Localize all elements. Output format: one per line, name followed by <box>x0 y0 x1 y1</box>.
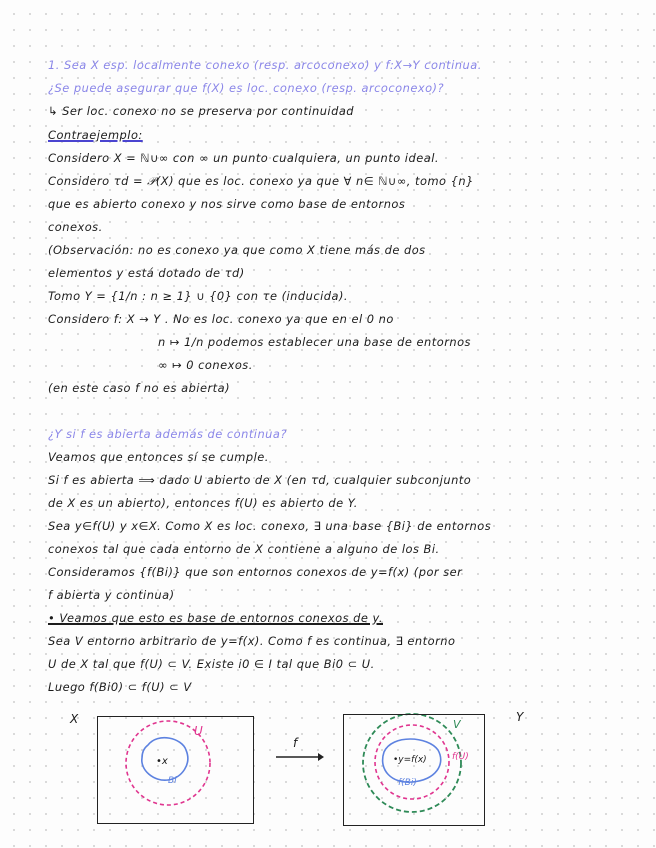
mapping-line: ∞ ↦ 0 conexos. <box>158 358 253 372</box>
question-1-line-1: 1. Sea X esp. localmente conexo (resp. arcoconexo) y f:X→Y continua. <box>48 58 482 72</box>
observation-line: elementos y está dotado de τd) <box>48 266 245 280</box>
space-x-label: X <box>70 712 79 726</box>
space-y-label: Y <box>516 710 524 724</box>
text-line: Sea V entorno arbitrario de y=f(x). Como f es continua, ∃ entorno <box>48 634 456 648</box>
bi-label: Bi <box>168 776 177 786</box>
text-line: Tomo Y = {1/n : n ≥ 1} ∪ {0} con τe (inducida). <box>48 289 349 303</box>
v-label: V <box>453 718 461 731</box>
text-line: Considero τd = 𝒫(X) que es loc. conexo ya que ∀ n∈ ℕ∪∞, tomo {n} <box>48 174 474 188</box>
text-line: que es abierto conexo y nos sirve como base de entornos <box>48 197 406 211</box>
text-line: Si f es abierta ⟹ dado U abierto de X (en τd, cualquier subconjunto <box>48 473 472 487</box>
bullet-line: • Veamos que esto es base de entornos conexos de y. <box>48 611 383 625</box>
text-line: Consideramos {f(Bi)} que son entornos conexos de y=f(x) (por ser <box>48 565 463 579</box>
arrowhead-icon <box>318 753 324 761</box>
text-line: Luego f(Bi0) ⊂ f(U) ⊂ V <box>48 680 192 694</box>
text-line: conexos. <box>48 220 103 234</box>
fu-label: f(U) <box>452 752 469 762</box>
text-line: conexos tal que cada entorno de X contiene a alguno de los Bi. <box>48 542 440 556</box>
fbi-label: f(Bi) <box>398 778 417 788</box>
answer-1: ↳ Ser loc. conexo no se preserva por continuidad <box>48 104 355 118</box>
text-line: U de X tal que f(U) ⊂ V. Existe i0 ∈ I tal que Bi0 ⊂ U. <box>48 657 375 671</box>
mapping-line: n ↦ 1/n podemos establecer una base de entornos <box>158 335 471 349</box>
text-line: de X es un abierto), entonces f(U) es abierto de Y. <box>48 496 358 510</box>
text-line: Veamos que entonces sí se cumple. <box>48 450 269 464</box>
y-point: •y=f(x) <box>393 755 427 765</box>
u-label: U <box>194 724 203 738</box>
space-y-box <box>343 714 485 826</box>
x-point: •x <box>156 756 168 767</box>
text-line: Considero X = ℕ∪∞ con ∞ un punto cualquiera, un punto ideal. <box>48 151 439 165</box>
text-line: Considero f: X → Y . No es loc. conexo ya que en el 0 no <box>48 312 394 326</box>
question-2: ¿Y si f es abierta además de continua? <box>48 427 287 441</box>
text-line: f abierta y continua) <box>48 588 175 602</box>
f-label: f <box>293 736 298 750</box>
question-1-line-2: ¿Se puede asegurar que f(X) es loc. conexo (resp. arcoconexo)? <box>48 81 445 95</box>
text-line: Sea y∈f(U) y x∈X. Como X es loc. conexo, ∃ una base {Bi} de entornos <box>48 519 492 533</box>
text-line: (en este caso f no es abierta) <box>48 381 231 395</box>
observation-line: (Observación: no es conexo ya que como X tiene más de dos <box>48 243 426 257</box>
counterexample-heading: Contraejemplo: <box>48 128 143 142</box>
